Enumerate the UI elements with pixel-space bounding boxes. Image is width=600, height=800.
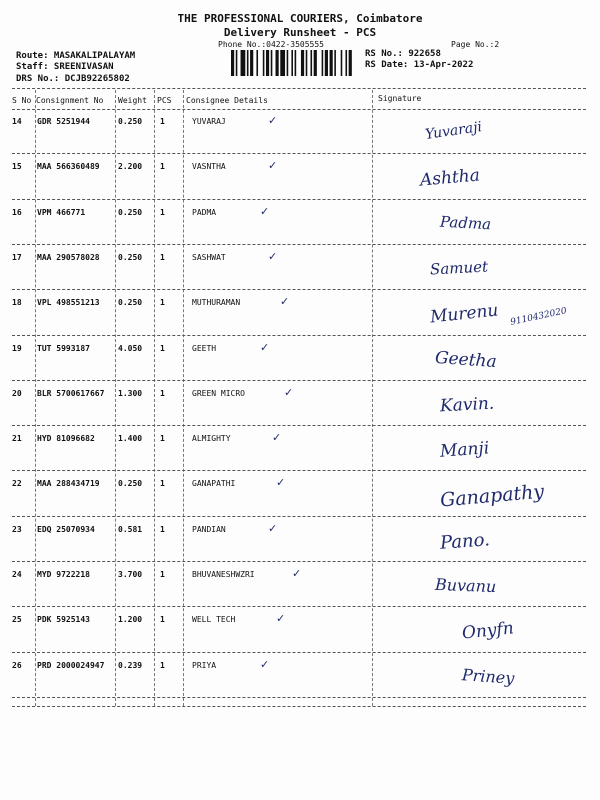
- row-separator: [12, 244, 586, 245]
- rs-number: RS No.: 922658: [365, 49, 441, 59]
- row-consignee: GEETH: [192, 343, 217, 353]
- row-pcs: 1: [160, 524, 165, 534]
- row-pcs: 1: [160, 117, 165, 126]
- col-sno: S No: [12, 96, 32, 105]
- row-pcs: 1: [160, 388, 165, 398]
- check-mark-icon: ✓: [260, 204, 270, 218]
- row-consignee: SASHWAT: [192, 252, 226, 262]
- check-mark-icon: ✓: [280, 295, 290, 309]
- row-consignment-no: PRD 2000024947: [37, 660, 105, 670]
- signature: Manji: [439, 438, 490, 462]
- check-mark-icon: ✓: [276, 612, 286, 626]
- company-title: THE PROFESSIONAL COURIERS, Coimbatore: [177, 12, 423, 25]
- row-separator: [12, 652, 586, 653]
- row-consignee: MUTHURAMAN: [192, 298, 241, 308]
- row-sno: 18: [12, 298, 22, 308]
- col-divider: [35, 90, 36, 706]
- row-weight: 0.250: [118, 207, 143, 217]
- check-mark-icon: ✓: [292, 567, 302, 580]
- signature: Buvanu: [434, 574, 497, 597]
- signature: Murenu: [429, 300, 500, 328]
- row-sno: 17: [12, 252, 22, 262]
- row-consignment-no: MYD 9722218: [37, 570, 90, 579]
- row-weight: 0.250: [118, 298, 143, 308]
- staff-label: Staff: SREENIVASAN: [16, 62, 114, 72]
- barcode-image: [231, 50, 355, 76]
- row-separator: [12, 425, 586, 426]
- signature: Kavin.: [439, 393, 495, 417]
- row-consignment-no: MAA 288434719: [37, 479, 100, 489]
- check-mark-icon: ✓: [276, 476, 286, 490]
- row-pcs: 1: [160, 252, 165, 262]
- row-sno: 24: [12, 570, 22, 579]
- page-number: Page No.:2: [451, 40, 500, 49]
- signature: Ganapathy: [439, 480, 545, 512]
- row-consignee: GANAPATHI: [192, 479, 236, 489]
- route-label: Route: MASAKALIPALAYAM: [16, 51, 136, 61]
- row-separator: [12, 561, 586, 562]
- col-divider: [115, 90, 116, 706]
- row-consignment-no: VPM 466771: [37, 207, 86, 217]
- row-consignee: PRIYA: [192, 660, 217, 670]
- col-divider: [372, 90, 373, 706]
- check-mark-icon: ✓: [284, 385, 294, 399]
- signature: Onyfn: [461, 618, 515, 644]
- row-sno: 19: [12, 343, 22, 353]
- row-consignee: VASNTHA: [192, 162, 226, 172]
- row-consignee: WELL TECH: [192, 615, 236, 625]
- row-separator: [12, 606, 586, 607]
- row-pcs: 1: [160, 479, 165, 489]
- row-pcs: 1: [160, 162, 165, 172]
- rs-date: RS Date: 13-Apr-2022: [365, 60, 474, 70]
- row-pcs: 1: [160, 298, 165, 308]
- row-separator: [12, 516, 586, 517]
- signature: Samuet: [429, 257, 489, 279]
- row-separator: [12, 335, 586, 336]
- row-weight: 0.250: [118, 117, 143, 126]
- header-rule-top: [12, 88, 586, 89]
- row-weight: 4.050: [118, 343, 143, 353]
- row-consignee: PADMA: [192, 207, 217, 217]
- col-pcs: PCS: [157, 96, 172, 105]
- row-separator: [12, 153, 586, 154]
- runsheet-title: Delivery Runsheet - PCS: [223, 26, 377, 39]
- row-separator: [12, 697, 586, 698]
- row-sno: 26: [12, 660, 22, 670]
- row-pcs: 1: [160, 434, 165, 444]
- col-signature: Signature: [378, 94, 422, 103]
- row-pcs: 1: [160, 207, 165, 217]
- row-weight: 1.200: [118, 615, 143, 625]
- row-weight: 1.300: [118, 388, 143, 398]
- signature: Padma: [439, 212, 492, 233]
- row-sno: 14: [12, 117, 22, 126]
- row-pcs: 1: [160, 615, 165, 625]
- signature: Geetha: [434, 347, 498, 372]
- check-mark-icon: ✓: [268, 159, 278, 173]
- row-separator: [12, 199, 586, 200]
- row-weight: 1.400: [118, 434, 143, 444]
- row-separator: [12, 380, 586, 381]
- row-consignment-no: TUT 5993187: [37, 343, 90, 353]
- col-consignment: Consignment No: [36, 96, 104, 105]
- signature: Priney: [461, 664, 515, 688]
- check-mark-icon: ✓: [272, 431, 282, 445]
- row-sno: 23: [12, 524, 22, 534]
- row-consignment-no: HYD 81096682: [37, 434, 95, 444]
- row-consignee: GREEN MICRO: [192, 388, 245, 398]
- row-consignment-no: BLR 5700617667: [37, 388, 105, 398]
- col-consignee: Consignee Details: [186, 96, 268, 105]
- signature: Yuvaraji: [424, 119, 483, 143]
- row-weight: 0.250: [118, 479, 143, 489]
- check-mark-icon: ✓: [260, 340, 270, 354]
- row-consignment-no: MAA 290578028: [37, 252, 100, 262]
- row-pcs: 1: [160, 343, 165, 353]
- row-consignee: BHUVANESHWZRI: [192, 570, 255, 579]
- handwritten-note: 9110432020: [509, 306, 568, 329]
- row-weight: 3.700: [118, 570, 143, 579]
- phone-number: Phone No.:0422-3505555: [218, 40, 324, 49]
- row-consignee: YUVARAJ: [192, 117, 226, 126]
- row-weight: 2.200: [118, 162, 143, 172]
- row-sno: 20: [12, 388, 22, 398]
- row-sno: 15: [12, 162, 22, 172]
- row-weight: 0.250: [118, 252, 143, 262]
- row-consignment-no: EDQ 25070934: [37, 524, 95, 534]
- row-sno: 21: [12, 434, 22, 444]
- signature: Pano.: [439, 528, 491, 554]
- row-consignee: ALMIGHTY: [192, 434, 231, 444]
- row-weight: 0.239: [118, 660, 143, 670]
- header-rule-bottom: [12, 109, 586, 110]
- row-consignment-no: MAA 566360489: [37, 162, 100, 172]
- row-sno: 22: [12, 479, 22, 489]
- drs-number: DRS No.: DCJB92265802: [16, 74, 130, 84]
- table-bottom-rule: [12, 706, 586, 707]
- col-weight: Weight: [118, 96, 147, 105]
- check-mark-icon: ✓: [268, 521, 278, 535]
- signature: Ashtha: [419, 165, 481, 191]
- row-weight: 0.581: [118, 524, 143, 534]
- row-separator: [12, 289, 586, 290]
- row-separator: [12, 470, 586, 471]
- col-divider: [154, 90, 155, 706]
- check-mark-icon: ✓: [268, 114, 278, 127]
- row-pcs: 1: [160, 660, 165, 670]
- row-pcs: 1: [160, 570, 165, 579]
- check-mark-icon: ✓: [268, 249, 278, 263]
- check-mark-icon: ✓: [260, 657, 270, 671]
- row-consignee: PANDIAN: [192, 524, 226, 534]
- col-divider: [183, 90, 184, 706]
- row-sno: 25: [12, 615, 22, 625]
- row-sno: 16: [12, 207, 22, 217]
- row-consignment-no: PDK 5925143: [37, 615, 90, 625]
- row-consignment-no: GDR 5251944: [37, 117, 90, 126]
- row-consignment-no: VPL 498551213: [37, 298, 100, 308]
